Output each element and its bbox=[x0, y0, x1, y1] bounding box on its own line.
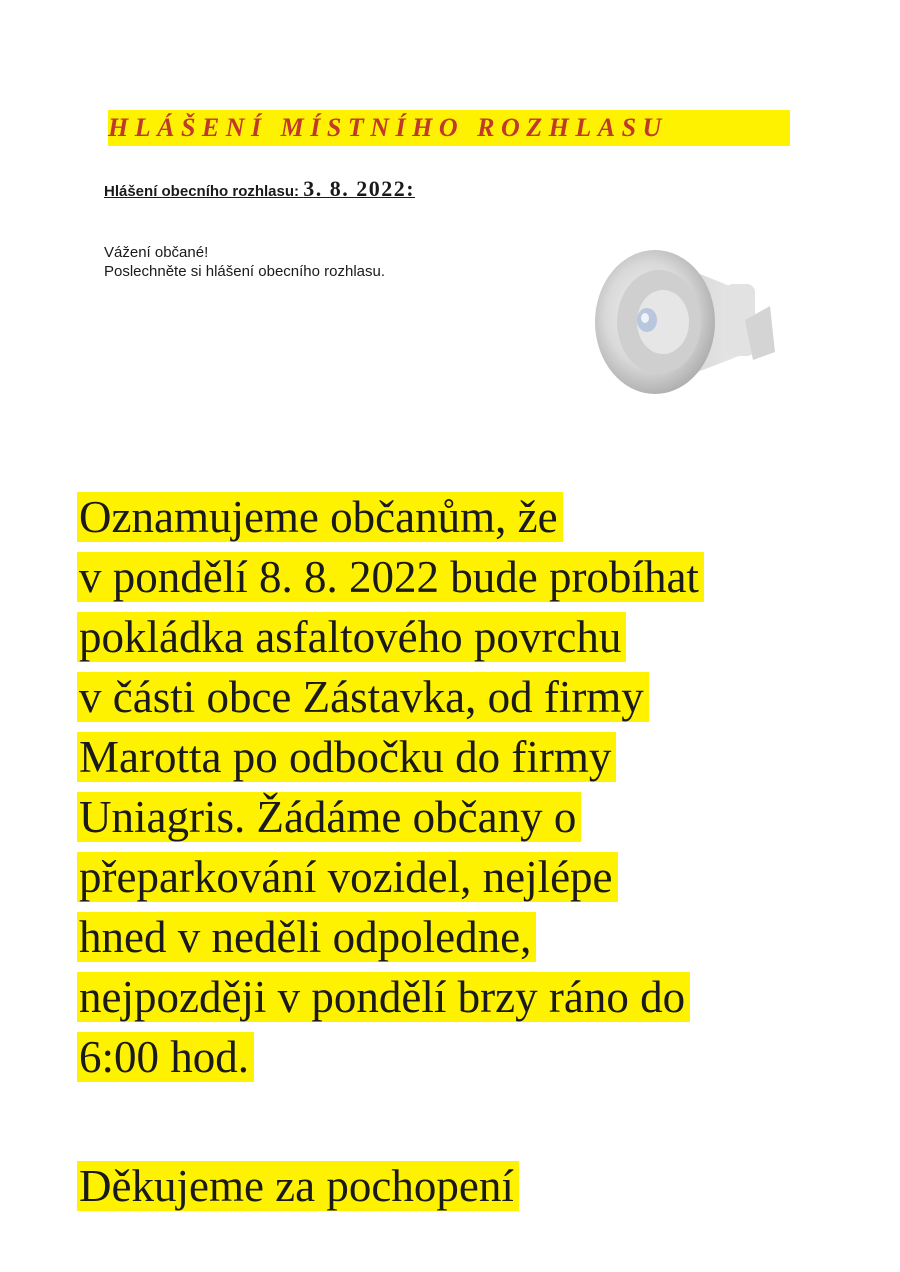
greeting-text: Poslechněte si hlášení obecního rozhlasu. bbox=[104, 263, 386, 280]
closing-thanks: Děkujeme za pochopení bbox=[77, 1156, 519, 1216]
announcement-body bbox=[77, 487, 837, 1087]
announcement-line: přeparkování vozidel, nejlépe bbox=[77, 847, 837, 907]
date-label: Hlášení obecního rozhlasu: bbox=[104, 183, 304, 200]
greeting-salutation: Vážení občané! bbox=[104, 244, 209, 261]
announcement-line: hned v neděli odpoledne, bbox=[77, 907, 837, 967]
announcement-line: Oznamujeme občanům, že bbox=[77, 487, 837, 547]
announcement-date-line bbox=[104, 176, 415, 202]
announcement-line: pokládka asfaltového povrchu bbox=[77, 607, 837, 667]
announcement-date: 3. 8. 2022: bbox=[303, 176, 416, 201]
announcement-line: nejpozději v pondělí brzy ráno do bbox=[77, 967, 837, 1027]
announcement-line: v pondělí 8. 8. 2022 bude probíhat bbox=[77, 547, 837, 607]
announcement-line: Marotta po odbočku do firmy bbox=[77, 727, 837, 787]
announcement-line: Uniagris. Žádáme občany o bbox=[77, 787, 837, 847]
greeting bbox=[104, 243, 404, 281]
page-title: HLÁŠENÍ MÍSTNÍHO ROZHLASU bbox=[108, 110, 790, 146]
loudspeaker-icon bbox=[585, 232, 785, 412]
announcement-line: 6:00 hod. bbox=[77, 1027, 837, 1087]
announcement-line: v části obce Zástavka, od firmy bbox=[77, 667, 837, 727]
